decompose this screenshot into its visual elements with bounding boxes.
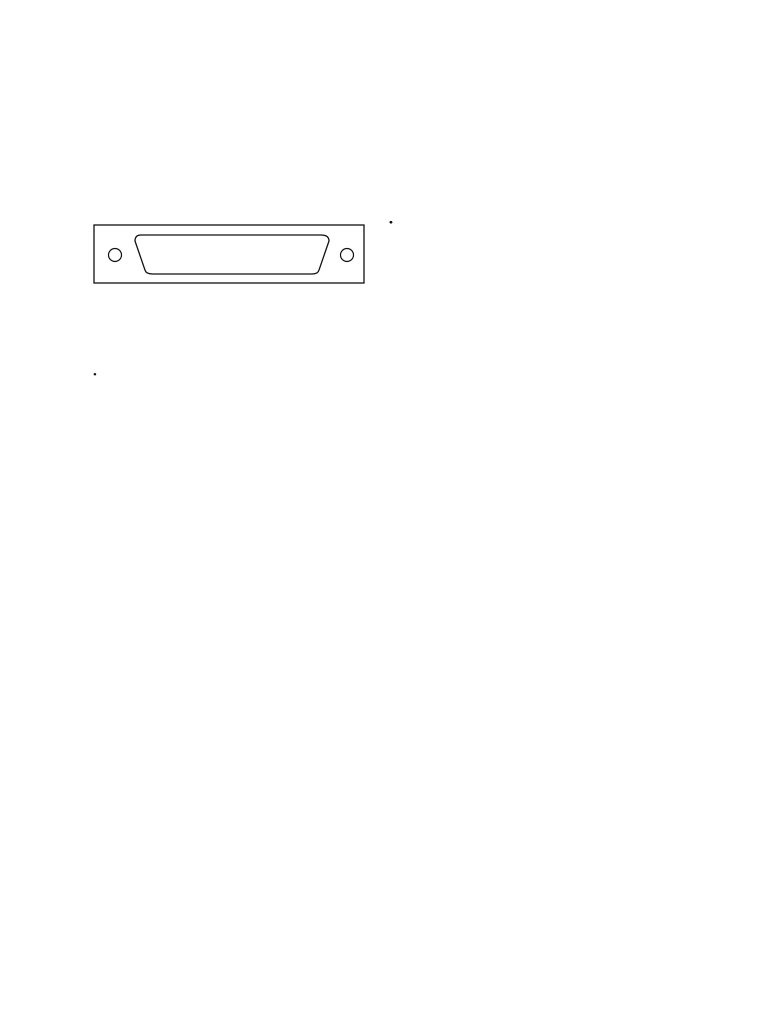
db25-connector-icon <box>93 213 380 297</box>
section-heading-history <box>389 237 676 252</box>
left-column <box>93 203 380 368</box>
db25-connector-figure <box>93 213 380 297</box>
right-column <box>389 204 676 270</box>
section-heading-scope <box>93 335 380 350</box>
